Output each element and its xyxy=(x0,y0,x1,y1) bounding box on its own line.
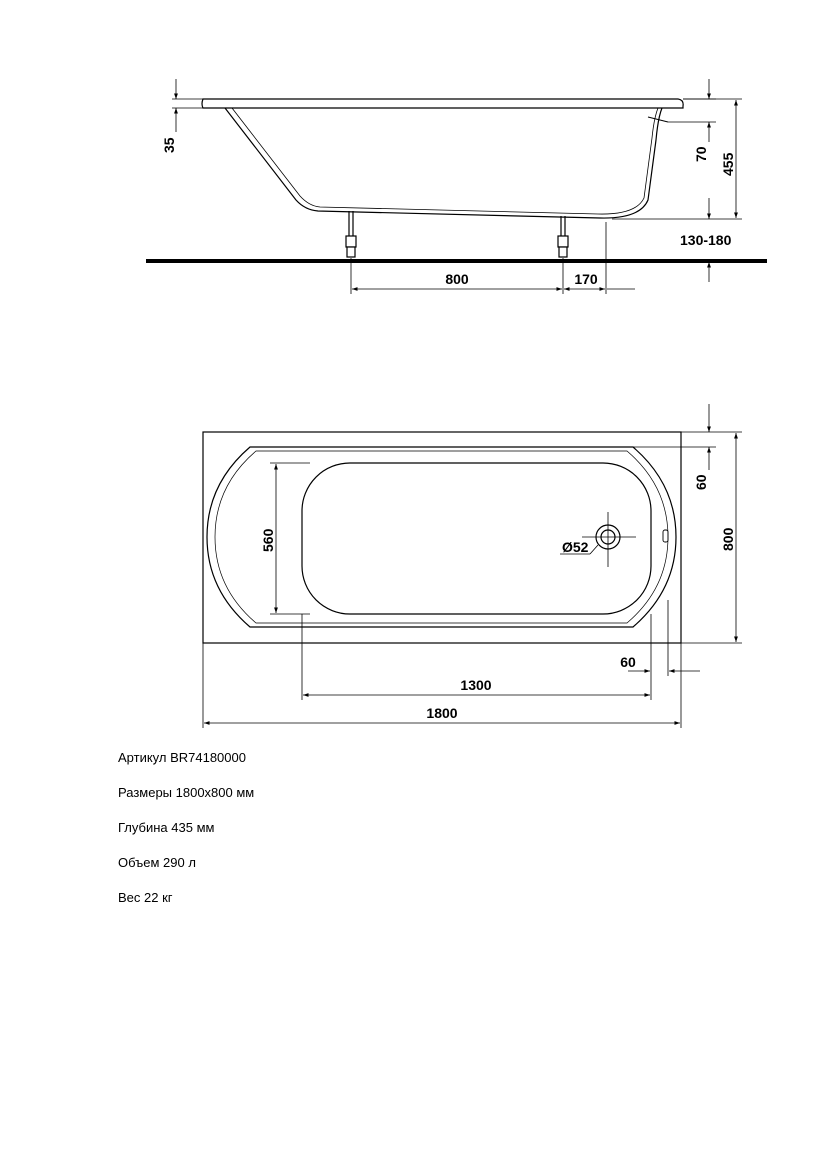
spec-depth: Глубина 435 мм xyxy=(118,820,215,835)
tub-body xyxy=(225,108,662,218)
dim-width-label: 800 xyxy=(720,527,736,551)
spec-dimensions: Размеры 1800x800 мм xyxy=(118,785,255,800)
dim-length-label: 1800 xyxy=(426,705,458,721)
spec-weight: Вес 22 кг xyxy=(118,890,173,905)
dim-height-label: 455 xyxy=(720,152,736,176)
tub-body-inner xyxy=(232,108,658,214)
spec-article: Артикул BR74180000 xyxy=(118,750,246,765)
spec-list xyxy=(118,748,254,923)
dim-legs-label: 130-180 xyxy=(680,232,732,248)
leg-left xyxy=(346,211,356,257)
leg-right xyxy=(558,216,568,257)
dim-leg-offset-label: 170 xyxy=(574,271,598,287)
dim-rim-label: 35 xyxy=(161,137,177,153)
dim-drain-label: Ø52 xyxy=(562,539,589,555)
tub-basin xyxy=(302,463,651,614)
dim-inner-width-label: 560 xyxy=(260,528,276,552)
dim-edge-side-label: 60 xyxy=(693,474,709,490)
overflow-cap xyxy=(663,530,668,542)
dim-leg-spacing-label: 800 xyxy=(445,271,469,287)
dim-inner-length-label: 1300 xyxy=(460,677,492,693)
dim-edge-end-label: 60 xyxy=(620,654,636,670)
spec-volume: Объем 290 л xyxy=(118,855,196,870)
tub-rim xyxy=(202,99,683,108)
dim-outlet-label: 70 xyxy=(693,146,709,162)
side-view xyxy=(146,79,767,294)
